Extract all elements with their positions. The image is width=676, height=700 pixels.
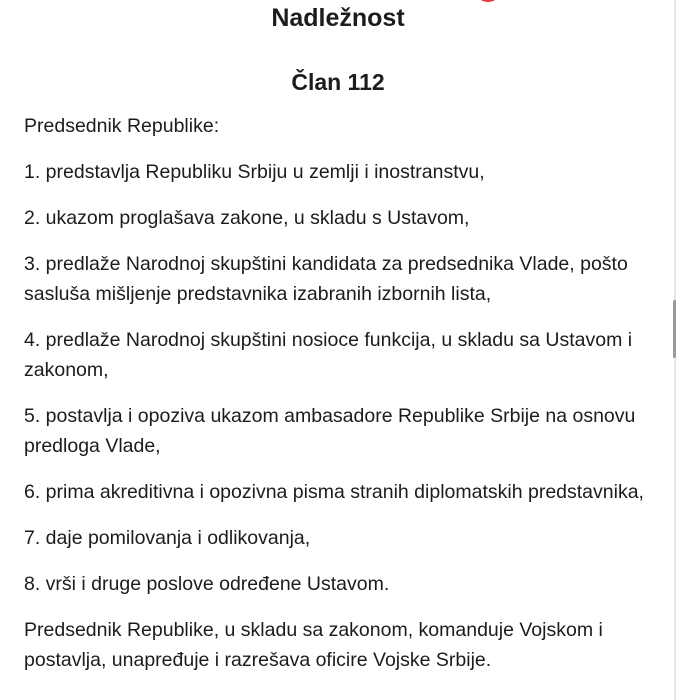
section-title: Nadležnost: [271, 4, 405, 32]
list-item-8: 8. vrši i druge poslove određene Ustavom.: [24, 573, 390, 595]
list-item-4: 4. predlaže Narodnoj skupštini nosioce funkcija, u skladu sa Ustavom i zakonom,: [24, 329, 633, 381]
list-item-3: 3. predlaže Narodnoj skupštini kandidata za predsednika Vlade, pošto sasluša mišljenje predstavnika izabranih izbornih lista,: [24, 253, 628, 305]
list-item-6: 6. prima akreditivna i opozivna pisma stranih diplomatskih predstavnika,: [24, 481, 644, 503]
list-item-2: 2. ukazom proglašava zakone, u skladu s Ustavom,: [24, 207, 470, 229]
list-item-5: 5. postavlja i opoziva ukazom ambasadore Republike Srbije na osnovu predloga Vlade,: [24, 405, 636, 457]
list-item-1: 1. predstavlja Republiku Srbiju u zemlji i inostranstvu,: [24, 161, 485, 183]
closing-paragraph: Predsednik Republike, u skladu sa zakonom, komanduje Vojskom i postavlja, unapređuje i razrešava oficire Vojske Srbije.: [24, 619, 603, 671]
article-body: [24, 111, 664, 691]
article-title: Član 112: [291, 69, 385, 95]
intro-paragraph: Predsednik Republike:: [24, 115, 220, 137]
list-item-7: 7. daje pomilovanja i odlikovanja,: [24, 527, 311, 549]
